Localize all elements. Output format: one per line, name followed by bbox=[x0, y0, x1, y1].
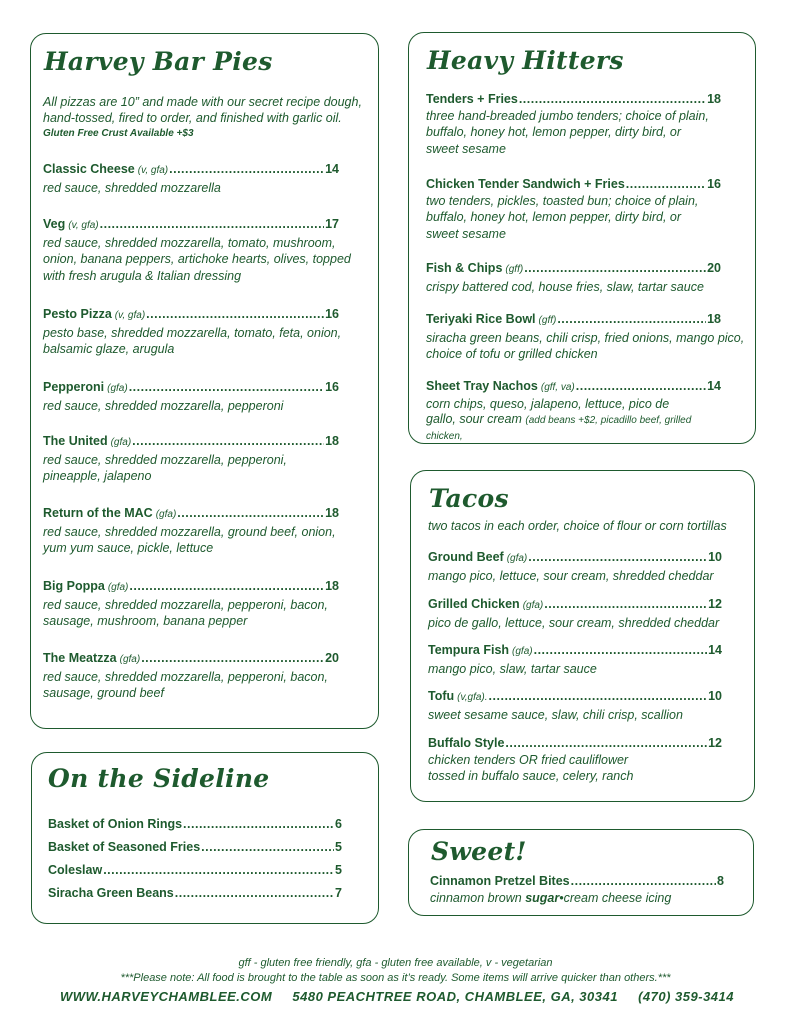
dot-leader bbox=[534, 642, 708, 659]
item-name: Pepperoni bbox=[43, 380, 105, 394]
item-description: red sauce, shredded mozzarella, pepperoni, bacon, sausage, ground beef bbox=[43, 669, 328, 700]
dot-leader bbox=[524, 260, 706, 277]
item-price: 20 bbox=[707, 261, 721, 275]
item-name: The United bbox=[43, 434, 108, 448]
item-name: Siracha Green Beans bbox=[48, 886, 174, 900]
item-tag: (gfa) bbox=[506, 553, 528, 564]
item-price: 16 bbox=[707, 177, 721, 191]
item-name: Grilled Chicken bbox=[428, 597, 520, 611]
item-price: 10 bbox=[708, 550, 722, 564]
item-description: red sauce, shredded mozzarella bbox=[43, 180, 221, 195]
item-tag: (gfa) bbox=[522, 600, 544, 611]
item-tag: (gfa) bbox=[512, 646, 533, 657]
item-price: 18 bbox=[325, 506, 339, 520]
menu-item bbox=[43, 433, 339, 485]
item-price: 18 bbox=[707, 92, 721, 106]
dot-leader bbox=[571, 873, 716, 890]
item-description: pico de gallo, lettuce, sour cream, shredded cheddar bbox=[428, 615, 720, 630]
menu-item bbox=[43, 306, 342, 358]
menu-item bbox=[426, 176, 721, 242]
item-price: 18 bbox=[325, 434, 339, 448]
menu-item bbox=[428, 549, 722, 584]
dot-leader bbox=[175, 885, 334, 902]
item-description: two tenders, pickles, toasted bun; choice of plain, buffalo, honey hot, lemon pepper, dirty bird, or sweet sesame bbox=[426, 193, 699, 241]
pies-intro-text: All pizzas are 10” and made with our secret recipe dough, hand-tossed, fired to order, and finished with garlic oil. bbox=[43, 95, 362, 125]
item-description: three hand-breaded jumbo tenders; choice of plain, buffalo, honey hot, lemon pepper, dirty bird, or sweet sesame bbox=[426, 108, 709, 156]
dot-leader bbox=[576, 378, 706, 395]
item-tag: (gfa) bbox=[107, 582, 129, 593]
pies-intro bbox=[43, 94, 368, 142]
item-price: 18 bbox=[707, 312, 721, 326]
item-tag: (v, gfa) bbox=[137, 165, 169, 176]
menu-item bbox=[426, 91, 721, 157]
menu-item bbox=[430, 873, 724, 906]
item-description: red sauce, shredded mozzarella, tomato, mushroom, onion, banana peppers, artichoke hearts, olives, topped with fresh arugula & Italian dressing bbox=[43, 235, 351, 283]
dot-leader bbox=[519, 91, 706, 108]
item-name: Classic Cheese bbox=[43, 162, 135, 176]
side-item bbox=[48, 862, 342, 879]
menu-item bbox=[428, 688, 722, 723]
item-name: Return of the MAC bbox=[43, 506, 153, 520]
item-description: mango pico, slaw, tartar sauce bbox=[428, 661, 597, 676]
item-price: 14 bbox=[325, 162, 339, 176]
item-description bbox=[430, 890, 724, 907]
item-price: 10 bbox=[708, 689, 722, 703]
item-price: 5 bbox=[335, 840, 342, 854]
item-name: Fish & Chips bbox=[426, 261, 503, 275]
item-description: corn chips, queso, jalapeno, lettuce, pico de gallo, sour cream bbox=[426, 396, 670, 426]
dot-leader bbox=[183, 816, 334, 833]
desc-part: •cream cheese icing bbox=[559, 890, 672, 905]
item-description: red sauce, shredded mozzarella, ground beef, onion, yum yum sauce, pickle, lettuce bbox=[43, 524, 336, 555]
menu-item bbox=[428, 735, 722, 785]
phone-number[interactable]: (470) 359-3414 bbox=[638, 989, 734, 1004]
item-name: Basket of Onion Rings bbox=[48, 817, 183, 831]
contact-line bbox=[60, 989, 750, 1004]
desc-emphasis: sugar bbox=[525, 890, 560, 905]
side-item bbox=[48, 885, 342, 902]
dot-leader bbox=[103, 862, 334, 879]
item-name: Teriyaki Rice Bowl bbox=[426, 312, 536, 326]
item-tag: (gfa) bbox=[119, 654, 141, 665]
menu-item bbox=[43, 161, 339, 196]
item-name: Veg bbox=[43, 217, 66, 231]
item-price: 20 bbox=[325, 651, 339, 665]
item-price: 8 bbox=[717, 874, 724, 888]
item-description: siracha green beans, chili crisp, fried onions, mango pico, choice of tofu or grilled chicken bbox=[426, 330, 745, 361]
pies-title: Harvey Bar Pies bbox=[44, 47, 273, 76]
item-name: Ground Beef bbox=[428, 550, 504, 564]
item-name: Tofu bbox=[428, 689, 455, 703]
item-name: Basket of Seasoned Fries bbox=[48, 840, 201, 854]
item-tag: (gff, va) bbox=[540, 382, 575, 393]
item-tag: (v, gfa) bbox=[114, 310, 146, 321]
menu-item bbox=[43, 578, 339, 630]
address: 5480 PEACHTREE ROAD, CHAMBLEE, GA, 30341 bbox=[292, 989, 618, 1004]
dot-leader bbox=[146, 306, 324, 323]
item-price: 16 bbox=[325, 307, 339, 321]
menu-item bbox=[43, 650, 339, 702]
menu-item bbox=[428, 596, 722, 631]
item-tag: (gfa) bbox=[107, 383, 128, 394]
item-description: sweet sesame sauce, slaw, chili crisp, scallion bbox=[428, 707, 683, 722]
menu-item bbox=[428, 642, 722, 677]
item-tag: (gff) bbox=[505, 264, 524, 275]
item-tag: (gfa) bbox=[110, 437, 132, 448]
menu-item bbox=[426, 311, 745, 363]
dot-leader bbox=[528, 549, 707, 566]
side-item bbox=[48, 839, 342, 856]
item-price: 18 bbox=[325, 579, 339, 593]
item-description: chicken tenders OR fried cauliflower tossed in buffalo sauce, celery, ranch bbox=[428, 752, 634, 783]
desc-part: cinnamon brown bbox=[430, 890, 526, 905]
dot-leader bbox=[169, 161, 324, 178]
sweet-title: Sweet! bbox=[431, 837, 527, 866]
menu-item bbox=[426, 378, 721, 444]
item-name: Buffalo Style bbox=[428, 736, 505, 750]
menu-item bbox=[426, 260, 721, 295]
dot-leader bbox=[100, 216, 324, 233]
menu-item bbox=[43, 505, 339, 557]
dot-leader bbox=[129, 379, 324, 396]
item-name: Chicken Tender Sandwich + Fries bbox=[426, 177, 625, 191]
dot-leader bbox=[626, 176, 706, 193]
item-description: red sauce, shredded mozzarella, pepperoni, pineapple, jalapeno bbox=[43, 452, 287, 483]
item-name: Big Poppa bbox=[43, 579, 105, 593]
item-description: red sauce, shredded mozzarella, pepperoni bbox=[43, 398, 284, 413]
item-price: 14 bbox=[707, 379, 721, 393]
dietary-legend: gff - gluten free friendly, gfa - gluten free available, v - vegetarian bbox=[238, 957, 553, 969]
item-price: 12 bbox=[708, 736, 722, 750]
dot-leader bbox=[557, 311, 706, 328]
item-name: The Meatzza bbox=[43, 651, 117, 665]
item-description: red sauce, shredded mozzarella, pepperoni, bacon, sausage, mushroom, banana pepper bbox=[43, 597, 328, 628]
item-tag: (gff) bbox=[538, 315, 557, 326]
item-name: Tenders + Fries bbox=[426, 92, 518, 106]
menu-item bbox=[43, 216, 351, 284]
service-notice: ***Please note: All food is brought to the table as soon as it’s ready. Some items will arrive quicker than others.*** bbox=[120, 972, 671, 984]
item-name: Pesto Pizza bbox=[43, 307, 112, 321]
item-price: 5 bbox=[335, 863, 342, 877]
item-tag: (gfa) bbox=[155, 509, 177, 520]
item-tag: (v, gfa) bbox=[68, 220, 99, 231]
item-price: 16 bbox=[325, 380, 339, 394]
website-link[interactable]: WWW.HARVEYCHAMBLEE.COM bbox=[60, 989, 273, 1004]
sideline-title: On the Sideline bbox=[48, 764, 270, 793]
item-price: 14 bbox=[708, 643, 722, 657]
gluten-free-note: Gluten Free Crust Available +$3 bbox=[43, 128, 194, 139]
dot-leader bbox=[177, 505, 324, 522]
heavy-title: Heavy Hitters bbox=[427, 46, 624, 75]
item-name: Coleslaw bbox=[48, 863, 103, 877]
dot-leader bbox=[141, 650, 324, 667]
item-price: 12 bbox=[708, 597, 722, 611]
dot-leader bbox=[201, 839, 334, 856]
item-price: 7 bbox=[335, 886, 342, 900]
item-description: mango pico, lettuce, sour cream, shredded cheddar bbox=[428, 568, 714, 583]
dot-leader bbox=[544, 596, 707, 613]
dot-leader bbox=[489, 688, 708, 705]
item-note: (add beans +$2, picadillo beef, grilled chicken, bbox=[426, 414, 692, 442]
item-name: Sheet Tray Nachos bbox=[426, 379, 538, 393]
item-tag: (v,gfa). bbox=[457, 692, 488, 703]
item-description: pesto base, shredded mozzarella, tomato, feta, onion, balsamic glaze, arugula bbox=[43, 325, 342, 356]
item-name: Tempura Fish bbox=[428, 643, 510, 657]
item-price: 6 bbox=[335, 817, 342, 831]
item-description: crispy battered cod, house fries, slaw, tartar sauce bbox=[426, 279, 704, 294]
menu-item bbox=[43, 379, 339, 414]
dot-leader bbox=[505, 735, 707, 752]
item-name: Cinnamon Pretzel Bites bbox=[430, 874, 570, 888]
tacos-title: Tacos bbox=[429, 484, 509, 513]
dot-leader bbox=[132, 433, 324, 450]
item-price: 17 bbox=[325, 217, 339, 231]
tacos-intro: two tacos in each order, choice of flour or corn tortillas bbox=[428, 519, 727, 533]
dot-leader bbox=[129, 578, 324, 595]
side-item bbox=[48, 816, 342, 833]
